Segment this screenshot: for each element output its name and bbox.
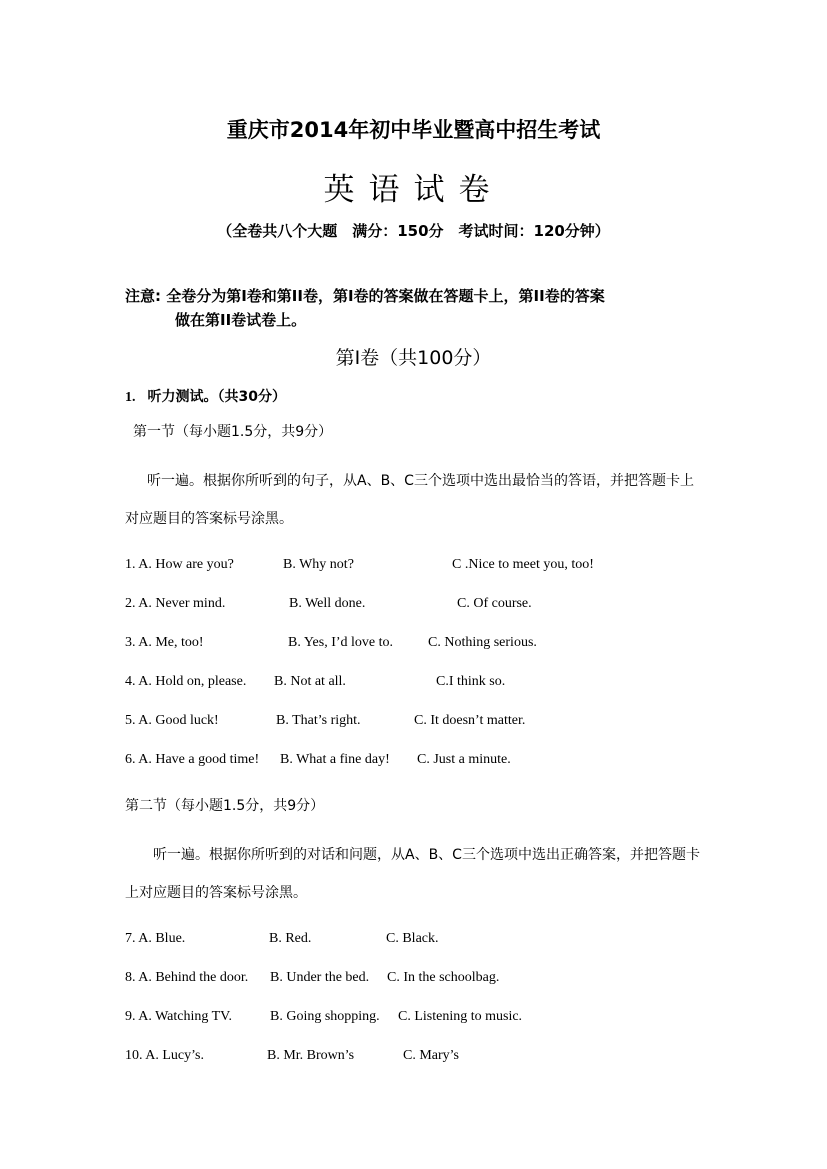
option-c: C. In the schoolbag. — [387, 970, 500, 985]
option-c: C. Black. — [386, 931, 439, 946]
option-a: 9. A. Watching TV. — [125, 1009, 232, 1024]
exam-title: 重庆市2014年初中毕业暨高中招生考试 — [226, 118, 601, 142]
option-c: C. Listening to music. — [398, 1009, 523, 1024]
option-b: B. Red. — [269, 931, 312, 946]
option-b: B. That’s right. — [276, 713, 361, 728]
option-c: C. It doesn’t matter. — [414, 713, 526, 728]
option-a: 2. A. Never mind. — [125, 596, 226, 611]
option-a: 5. A. Good luck! — [125, 713, 219, 728]
option-c: C .Nice to meet you, too! — [452, 557, 594, 572]
option-b: B. Why not? — [283, 557, 354, 572]
option-a: 8. A. Behind the door. — [125, 970, 249, 985]
option-c: C. Just a minute. — [417, 752, 511, 767]
notice-line-2: 做在第II卷试卷上。 — [175, 311, 307, 329]
option-b: B. Yes, I’d love to. — [288, 635, 394, 650]
option-a: 7. A. Blue. — [125, 931, 186, 946]
option-b: B. Under the bed. — [270, 970, 370, 985]
option-c: C.I think so. — [436, 674, 506, 689]
option-a: 1. A. How are you? — [125, 557, 234, 572]
option-a: 4. A. Hold on, please. — [125, 674, 247, 689]
option-b: B. Mr. Brown’s — [267, 1048, 355, 1063]
section2-title: 第二节（每小题1.5分，共9分） — [125, 798, 325, 814]
option-a: 10. A. Lucy’s. — [125, 1048, 204, 1063]
option-c: C. Mary’s — [403, 1048, 459, 1063]
notice — [125, 284, 605, 332]
question-heading — [125, 386, 286, 406]
option-b: B. Well done. — [289, 596, 366, 611]
subject-title: 英语试卷 — [323, 172, 504, 208]
option-a: 6. A. Have a good time! — [125, 752, 260, 767]
section1-title: 第一节（每小题1.5分，共9分） — [133, 424, 333, 440]
option-a: 3. A. Me, too! — [125, 635, 204, 650]
question-title: 听力测试。（共30分） — [147, 389, 286, 405]
notice-line-1: 注意: 全卷分为第I卷和第II卷，第I卷的答案做在答题卡上，第II卷的答案 — [125, 287, 605, 305]
option-c: C. Of course. — [457, 596, 532, 611]
exam-info: （全卷共八个大题 满分：150分 考试时间：120分钟） — [217, 222, 610, 240]
question-number: 1. — [125, 390, 136, 405]
section2-instruction: 听一遍。根据你所听到的对话和问题，从A、B、C三个选项中选出正确答案，并把答题卡上对应题目的答案标号涂黑。 — [125, 847, 700, 901]
option-c: C. Nothing serious. — [428, 635, 537, 650]
part-title: 第Ⅰ卷（共100分） — [335, 347, 492, 369]
option-b: B. Going shopping. — [270, 1009, 380, 1024]
option-b: B. Not at all. — [274, 674, 346, 689]
section1-instruction: 听一遍。根据你所听到的句子，从A、B、C三个选项中选出最恰当的答语，并把答题卡上对应题目的答案标号涂黑。 — [125, 473, 694, 527]
option-b: B. What a fine day! — [280, 752, 390, 767]
